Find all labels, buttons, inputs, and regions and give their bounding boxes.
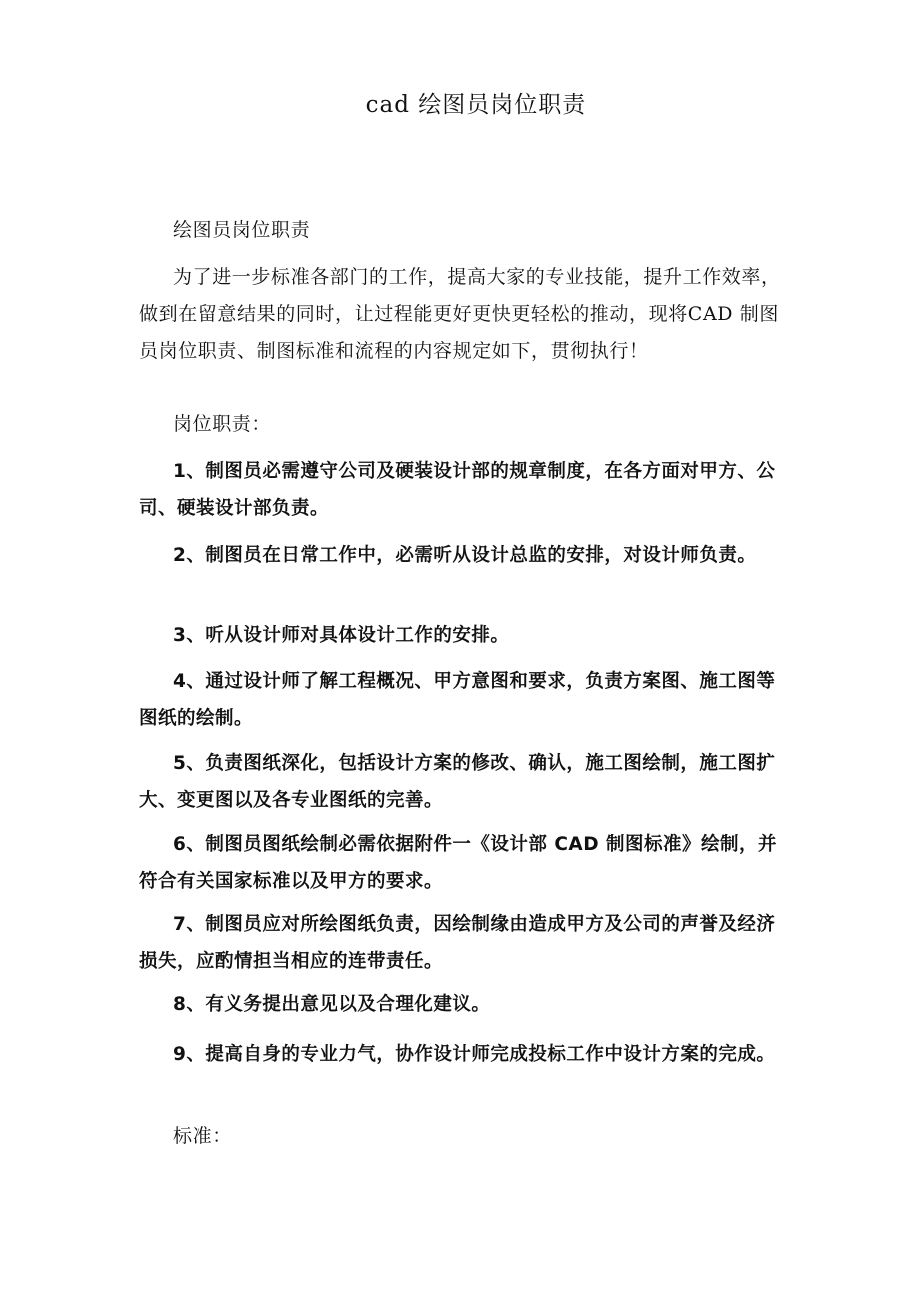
duty-item-7: 7、制图员应对所绘图纸负责，因绘制缘由造成甲方及公司的声誉及经济损失，应酌情担当相应的连带责任。 xyxy=(139,914,776,972)
duty-item-1: 1、制图员必需遵守公司及硬装设计部的规章制度，在各方面对甲方、公司、硬装设计部负责。 xyxy=(139,461,776,519)
duty-item-9: 9、提高自身的专业力气，协作设计师完成投标工作中设计方案的完成。 xyxy=(173,1044,776,1065)
standards-label: 标准： xyxy=(173,1125,232,1147)
duty-item-4: 4、通过设计师了解工程概况、甲方意图和要求，负责方案图、施工图等图纸的绘制。 xyxy=(139,671,776,729)
duty-item-2: 2、制图员在日常工作中，必需听从设计总监的安排，对设计师负责。 xyxy=(173,545,757,566)
duty-item-5: 5、负责图纸深化，包括设计方案的修改、确认，施工图绘制，施工图扩大、变更图以及各专业图纸的完善。 xyxy=(139,753,776,811)
duties-label: 岗位职责： xyxy=(173,413,272,435)
section-heading: 绘图员岗位职责 xyxy=(173,219,311,241)
duty-item-8: 8、有义务提出意见以及合理化建议。 xyxy=(173,994,491,1015)
intro-paragraph: 为了进一步标准各部门的工作，提高大家的专业技能，提升工作效率，做到在留意结果的同时，让过程能更好更快更轻松的推动，现将CAD 制图员岗位职责、制图标准和流程的内容规定如下，贯彻执行！ xyxy=(139,266,781,362)
document-title: cad 绘图员岗位职责 xyxy=(365,92,587,118)
duty-item-3: 3、听从设计师对具体设计工作的安排。 xyxy=(173,625,510,646)
duty-item-6: 6、制图员图纸绘制必需依据附件一《设计部 CAD 制图标准》绘制，并符合有关国家标准以及甲方的要求。 xyxy=(139,834,778,892)
